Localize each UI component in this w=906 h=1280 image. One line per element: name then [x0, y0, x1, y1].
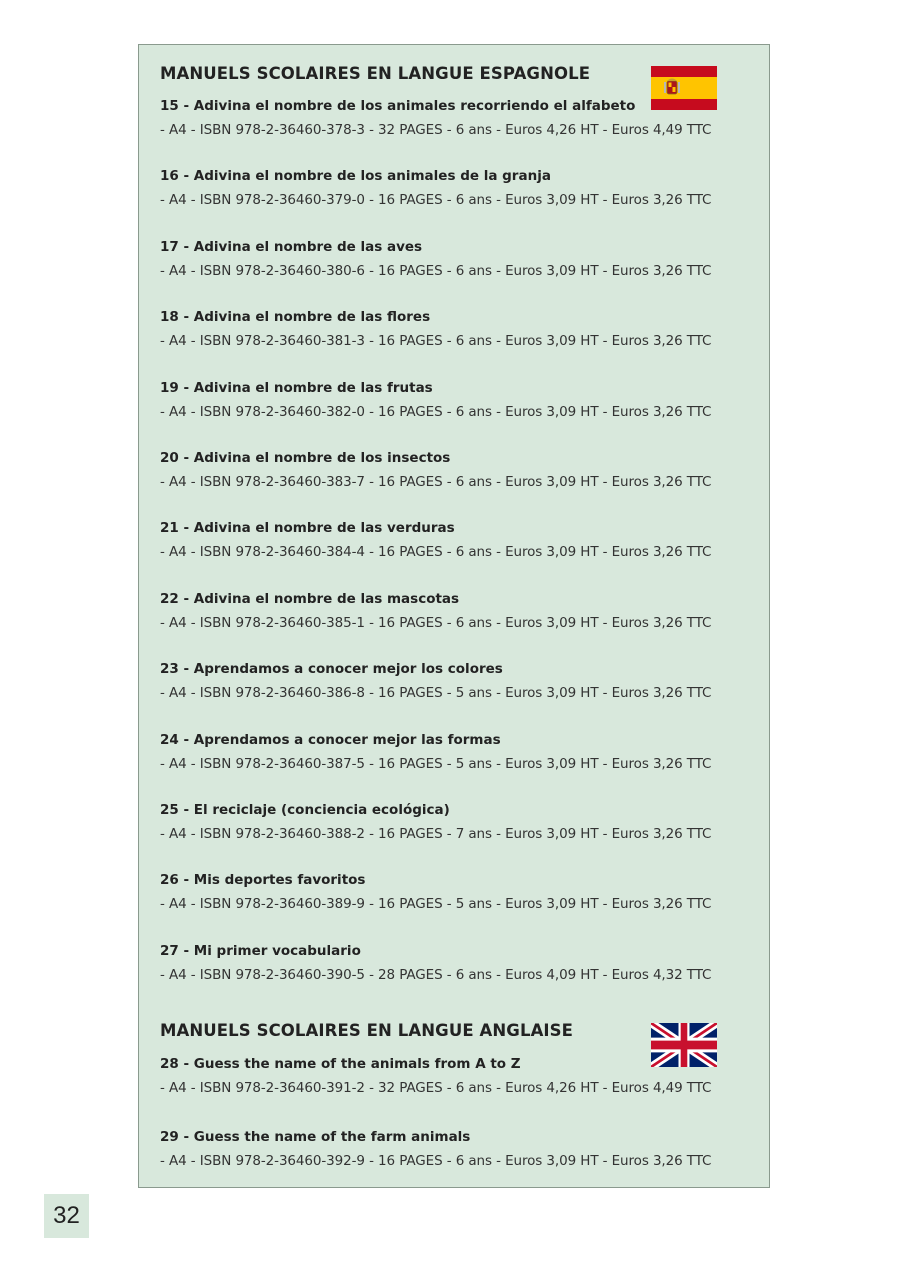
book-entry — [160, 449, 760, 491]
book-title: 17 - Adivina el nombre de las aves — [160, 238, 423, 255]
english-section-title: MANUELS SCOLAIRES EN LANGUE ANGLAISE — [160, 1021, 574, 1040]
book-details: - A4 - ISBN 978-2-36460-386-8 - 16 PAGES - 5 ans - Euros 3,09 HT - Euros 3,26 TTC — [160, 685, 712, 702]
book-details: - A4 - ISBN 978-2-36460-378-3 - 32 PAGES - 6 ans - Euros 4,26 HT - Euros 4,49 TTC — [160, 122, 712, 138]
spanish-section-title: MANUELS SCOLAIRES EN LANGUE ESPAGNOLE — [160, 64, 591, 83]
book-title: 22 - Adivina el nombre de las mascotas — [160, 590, 460, 607]
book-entry — [160, 379, 760, 421]
book-title: 24 - Aprendamos a conocer mejor las formas — [160, 731, 501, 748]
book-entry — [160, 1055, 760, 1097]
book-title: 21 - Adivina el nombre de las verduras — [160, 520, 455, 537]
book-details: - A4 - ISBN 978-2-36460-392-9 - 16 PAGES - 6 ans - Euros 3,09 HT - Euros 3,26 TTC — [160, 1153, 712, 1169]
book-title: 28 - Guess the name of the animals from A to Z — [160, 1056, 521, 1072]
book-details: - A4 - ISBN 978-2-36460-383-7 - 16 PAGES - 6 ans - Euros 3,09 HT - Euros 3,26 TTC — [160, 474, 712, 490]
catalog-panel — [138, 44, 770, 1188]
book-entry — [160, 519, 760, 561]
book-title: 29 - Guess the name of the farm animals — [160, 1129, 471, 1145]
book-details: - A4 - ISBN 978-2-36460-391-2 - 32 PAGES - 6 ans - Euros 4,26 HT - Euros 4,49 TTC — [160, 1080, 712, 1096]
book-entry — [160, 308, 760, 350]
book-details: - A4 - ISBN 978-2-36460-380-6 - 16 PAGES - 6 ans - Euros 3,09 HT - Euros 3,26 TTC — [160, 262, 712, 279]
book-details: - A4 - ISBN 978-2-36460-390-5 - 28 PAGES - 6 ans - Euros 4,09 HT - Euros 4,32 TTC — [160, 966, 712, 983]
book-entry — [160, 871, 760, 913]
book-entry — [160, 660, 760, 702]
book-title: 26 - Mis deportes favoritos — [160, 872, 366, 889]
book-details: - A4 - ISBN 978-2-36460-384-4 - 16 PAGES - 6 ans - Euros 3,09 HT - Euros 3,26 TTC — [160, 544, 712, 561]
book-title: 19 - Adivina el nombre de las frutas — [160, 379, 433, 396]
book-title: 18 - Adivina el nombre de las flores — [160, 309, 431, 326]
book-details: - A4 - ISBN 978-2-36460-389-9 - 16 PAGES - 5 ans - Euros 3,09 HT - Euros 3,26 TTC — [160, 896, 712, 913]
book-entry — [160, 1128, 760, 1170]
book-entry — [160, 731, 760, 773]
book-details: - A4 - ISBN 978-2-36460-382-0 - 16 PAGES - 6 ans - Euros 3,09 HT - Euros 3,26 TTC — [160, 403, 712, 420]
book-details: - A4 - ISBN 978-2-36460-381-3 - 16 PAGES - 6 ans - Euros 3,09 HT - Euros 3,26 TTC — [160, 333, 712, 350]
book-entry — [160, 97, 760, 139]
book-entry — [160, 238, 760, 280]
book-title: 15 - Adivina el nombre de los animales recorriendo el alfabeto — [160, 98, 636, 114]
book-details: - A4 - ISBN 978-2-36460-387-5 - 16 PAGES - 5 ans - Euros 3,09 HT - Euros 3,26 TTC — [160, 755, 712, 772]
page-number: 32 — [44, 1194, 89, 1238]
book-title: 25 - El reciclaje (conciencia ecológica) — [160, 802, 450, 818]
book-details: - A4 - ISBN 978-2-36460-388-2 - 16 PAGES - 7 ans - Euros 3,09 HT - Euros 3,26 TTC — [160, 826, 712, 842]
book-title: 16 - Adivina el nombre de los animales de la granja — [160, 168, 551, 185]
book-entry — [160, 167, 760, 209]
book-title: 27 - Mi primer vocabulario — [160, 942, 361, 959]
book-details: - A4 - ISBN 978-2-36460-385-1 - 16 PAGES - 6 ans - Euros 3,09 HT - Euros 3,26 TTC — [160, 614, 712, 631]
book-entry — [160, 590, 760, 632]
book-title: 20 - Adivina el nombre de los insectos — [160, 450, 451, 466]
book-details: - A4 - ISBN 978-2-36460-379-0 - 16 PAGES - 6 ans - Euros 3,09 HT - Euros 3,26 TTC — [160, 192, 712, 209]
book-entry — [160, 942, 760, 984]
book-entry — [160, 801, 760, 843]
book-title: 23 - Aprendamos a conocer mejor los colores — [160, 661, 503, 678]
